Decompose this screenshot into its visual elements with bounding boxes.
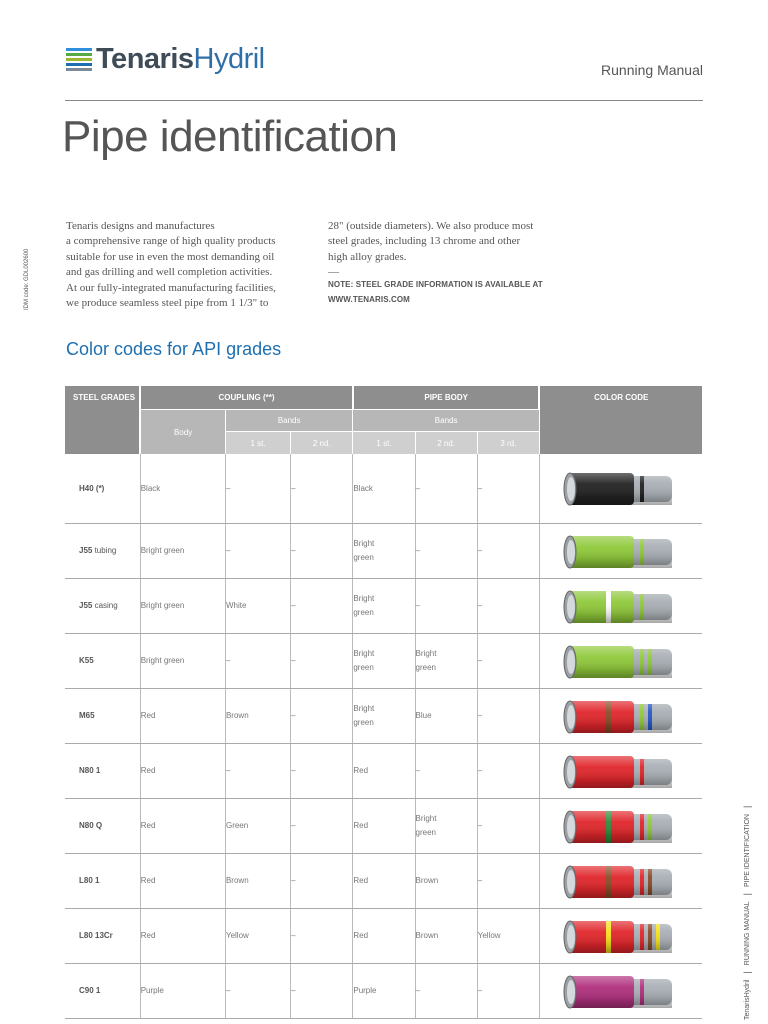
cell-cb1: – xyxy=(225,523,290,578)
steel-grade xyxy=(65,743,140,798)
pipe-color-code-graphic xyxy=(562,467,680,509)
cell-pb1: Red xyxy=(353,798,415,853)
cell-pb3: – xyxy=(477,523,539,578)
cell-pb2: – xyxy=(415,523,477,578)
cell-cbody: Red xyxy=(140,908,225,963)
intro-column-1 xyxy=(66,219,316,311)
page-title: Pipe identification xyxy=(62,112,398,161)
cell-pb3: – xyxy=(477,853,539,908)
side-separator-1: | xyxy=(742,971,752,974)
color-code-cell xyxy=(539,743,702,798)
cell-cbody: Red xyxy=(140,743,225,798)
table-row xyxy=(65,743,702,798)
table-row xyxy=(65,578,702,633)
side-manual: RUNNING MANUAL xyxy=(743,901,751,966)
steel-grade-name: C90 1 xyxy=(79,985,101,995)
color-code-table xyxy=(65,386,702,1019)
brand-name: TenarisHydril xyxy=(96,43,265,75)
steel-grade xyxy=(65,523,140,578)
steel-grade-name: J55 xyxy=(79,545,93,555)
pipe-end-inner xyxy=(567,925,575,949)
color-code-cell xyxy=(539,853,702,908)
cell-cb1: – xyxy=(225,743,290,798)
cell-pb1: Bright green xyxy=(353,633,415,688)
steel-grade xyxy=(65,454,140,523)
cell-pb1: Purple xyxy=(353,963,415,1018)
cell-pb2: Brown xyxy=(415,908,477,963)
cell-pb2: – xyxy=(415,963,477,1018)
document-name: Running Manual xyxy=(601,62,703,78)
steel-grade-name: H40 (*) xyxy=(79,483,105,493)
cell-pb2: – xyxy=(415,578,477,633)
intro-line: Tenaris designs and manufactures xyxy=(66,220,215,232)
intro-line: we produce seamless steel pipe from 1 1/3" to xyxy=(66,297,269,310)
pipe-end-inner xyxy=(567,870,575,894)
cell-pb3: – xyxy=(477,633,539,688)
header-coupling-band-1: 1 st. xyxy=(225,432,290,455)
cell-pb2: Bright green xyxy=(415,798,477,853)
steel-grade-name: L80 13Cr xyxy=(79,930,113,940)
cell-pb1: Bright green xyxy=(353,688,415,743)
pipe-color-code-graphic xyxy=(562,530,680,572)
steel-grade-variant: casing xyxy=(92,600,118,610)
pipe-color-code-graphic xyxy=(562,585,680,627)
document-code: IDM code: GDL002600 xyxy=(24,248,30,310)
steel-grade-name: K55 xyxy=(79,655,94,665)
cell-cbody: Purple xyxy=(140,963,225,1018)
side-brand: TenarisHydril xyxy=(743,979,751,1020)
note-line-2: WWW.TENARIS.COM xyxy=(328,295,410,305)
pipe-shading xyxy=(568,473,672,505)
cell-cb2: – xyxy=(291,633,353,688)
steel-grade xyxy=(65,578,140,633)
header-coupling-body: Body xyxy=(140,410,225,455)
intro-column-2 xyxy=(328,219,568,307)
pipe-shading xyxy=(568,866,672,898)
cell-pb2: Brown xyxy=(415,853,477,908)
steel-grade xyxy=(65,963,140,1018)
pipe-color-code-graphic xyxy=(562,640,680,682)
color-code-cell xyxy=(539,963,702,1018)
cell-pb2: Blue xyxy=(415,688,477,743)
cell-pb3: – xyxy=(477,688,539,743)
side-separator-3: | xyxy=(742,805,752,809)
cell-pb1: Bright green xyxy=(353,523,415,578)
pipe-shading xyxy=(568,811,672,843)
color-code-cell xyxy=(539,578,702,633)
header-coupling-bands: Bands xyxy=(225,410,352,432)
pipe-color-code-graphic xyxy=(562,915,680,957)
cell-cb2: – xyxy=(291,688,353,743)
cell-cb1: – xyxy=(225,633,290,688)
intro-line: high alloy grades. xyxy=(328,250,407,263)
steel-grade xyxy=(65,688,140,743)
pipe-color-code-graphic xyxy=(562,750,680,792)
steel-grade-name: N80 Q xyxy=(79,820,103,830)
cell-cb1: White xyxy=(225,578,290,633)
cell-pb3: – xyxy=(477,454,539,523)
intro-line: At our fully-integrated manufacturing facilities, xyxy=(66,281,276,294)
table-row xyxy=(65,523,702,578)
table-row xyxy=(65,688,702,743)
header-pipe-band-1: 1 st. xyxy=(353,432,415,455)
cell-pb1: Red xyxy=(353,743,415,798)
color-code-cell xyxy=(539,798,702,853)
cell-cb2: – xyxy=(291,908,353,963)
intro-line: and gas drilling and well completion activities. xyxy=(66,266,273,279)
table-row xyxy=(65,798,702,853)
pipe-color-code-graphic xyxy=(562,695,680,737)
cell-pb3: – xyxy=(477,798,539,853)
cell-pb3: – xyxy=(477,743,539,798)
logo-stripe xyxy=(66,63,92,66)
cell-cb1: Brown xyxy=(225,853,290,908)
header-color-code: COLOR CODE xyxy=(539,386,702,454)
cell-cb1: Yellow xyxy=(225,908,290,963)
pipe-color-code-graphic xyxy=(562,805,680,847)
steel-grade xyxy=(65,853,140,908)
pipe-end-inner xyxy=(567,980,575,1004)
steel-grade-variant: tubing xyxy=(92,545,117,555)
cell-pb2: – xyxy=(415,454,477,523)
color-code-cell xyxy=(539,908,702,963)
logo-stripe xyxy=(66,58,92,61)
steel-grade-name: M65 xyxy=(79,710,95,720)
table-row xyxy=(65,633,702,688)
cell-cb1: – xyxy=(225,454,290,523)
cell-pb1: Bright green xyxy=(353,578,415,633)
header-pipe-band-3: 3 rd. xyxy=(477,432,539,455)
cell-cbody: Red xyxy=(140,688,225,743)
table-row xyxy=(65,454,702,523)
note-line-1: NOTE: STEEL GRADE INFORMATION IS AVAILABLE AT xyxy=(328,280,543,290)
cell-cbody: Black xyxy=(140,454,225,523)
steel-grade xyxy=(65,798,140,853)
table-row xyxy=(65,853,702,908)
color-code-cell xyxy=(539,688,702,743)
pipe-shading xyxy=(568,591,672,623)
pipe-end-inner xyxy=(567,760,575,784)
cell-cb2: – xyxy=(291,853,353,908)
intro-line: a comprehensive range of high quality products xyxy=(66,235,276,248)
cell-cbody: Bright green xyxy=(140,523,225,578)
intro-dash: — xyxy=(328,266,339,279)
section-heading: Color codes for API grades xyxy=(66,339,282,359)
pipe-color-code-graphic xyxy=(562,970,680,1012)
side-footer-label xyxy=(742,805,752,1020)
table-row xyxy=(65,963,702,1018)
header-divider xyxy=(65,100,703,101)
steel-grade xyxy=(65,633,140,688)
cell-pb3: – xyxy=(477,963,539,1018)
color-code-cell xyxy=(539,633,702,688)
header-pipe-bands: Bands xyxy=(353,410,540,432)
cell-pb2: – xyxy=(415,743,477,798)
side-section: PIPE IDENTIFICATION xyxy=(743,814,751,888)
pipe-shading xyxy=(568,976,672,1008)
steel-grade-name: N80 1 xyxy=(79,765,101,775)
pipe-shading xyxy=(568,536,672,568)
pipe-end-inner xyxy=(567,595,575,619)
cell-cb2: – xyxy=(291,743,353,798)
cell-pb1: Black xyxy=(353,454,415,523)
table-row xyxy=(65,908,702,963)
intro-line: suitable for use in even the most demanding oil xyxy=(66,250,275,263)
pipe-end-inner xyxy=(567,705,575,729)
header-pipe-band-2: 2 nd. xyxy=(415,432,477,455)
pipe-shading xyxy=(568,921,672,953)
cell-cb2: – xyxy=(291,578,353,633)
color-code-cell xyxy=(539,454,702,523)
cell-pb3: Yellow xyxy=(477,908,539,963)
pipe-shading xyxy=(568,756,672,788)
logo-stripe xyxy=(66,48,92,51)
pipe-end-inner xyxy=(567,540,575,564)
cell-pb1: Red xyxy=(353,853,415,908)
intro-line: 28" (outside diameters). We also produce most xyxy=(328,220,534,232)
cell-cbody: Red xyxy=(140,853,225,908)
cell-cb1: – xyxy=(225,963,290,1018)
cell-pb2: Bright green xyxy=(415,633,477,688)
steel-grade-name: J55 xyxy=(79,600,93,610)
pipe-end-inner xyxy=(567,477,575,501)
intro-line: steel grades, including 13 chrome and other xyxy=(328,235,521,248)
pipe-shading xyxy=(568,701,672,733)
header-pipe-body: PIPE BODY xyxy=(353,386,540,410)
pipe-shading xyxy=(568,646,672,678)
steel-grade-name: L80 1 xyxy=(79,875,100,885)
cell-cb2: – xyxy=(291,963,353,1018)
header-coupling-band-2: 2 nd. xyxy=(291,432,353,455)
cell-cb2: – xyxy=(291,798,353,853)
brand-logo xyxy=(66,45,265,74)
steel-grade xyxy=(65,908,140,963)
header-coupling: COUPLING (**) xyxy=(140,386,353,410)
logo-stripes-icon xyxy=(66,48,92,71)
pipe-color-code-graphic xyxy=(562,860,680,902)
cell-pb1: Red xyxy=(353,908,415,963)
pipe-end-inner xyxy=(567,815,575,839)
cell-cb1: Brown xyxy=(225,688,290,743)
logo-stripe xyxy=(66,68,92,71)
pipe-end-inner xyxy=(567,650,575,674)
cell-cbody: Bright green xyxy=(140,633,225,688)
cell-cb2: – xyxy=(291,523,353,578)
logo-stripe xyxy=(66,53,92,56)
cell-cbody: Bright green xyxy=(140,578,225,633)
cell-pb3: – xyxy=(477,578,539,633)
side-separator-2: | xyxy=(742,893,752,896)
cell-cbody: Red xyxy=(140,798,225,853)
cell-cb2: – xyxy=(291,454,353,523)
cell-cb1: Green xyxy=(225,798,290,853)
header-steel-grades: STEEL GRADES xyxy=(65,386,140,454)
color-code-cell xyxy=(539,523,702,578)
